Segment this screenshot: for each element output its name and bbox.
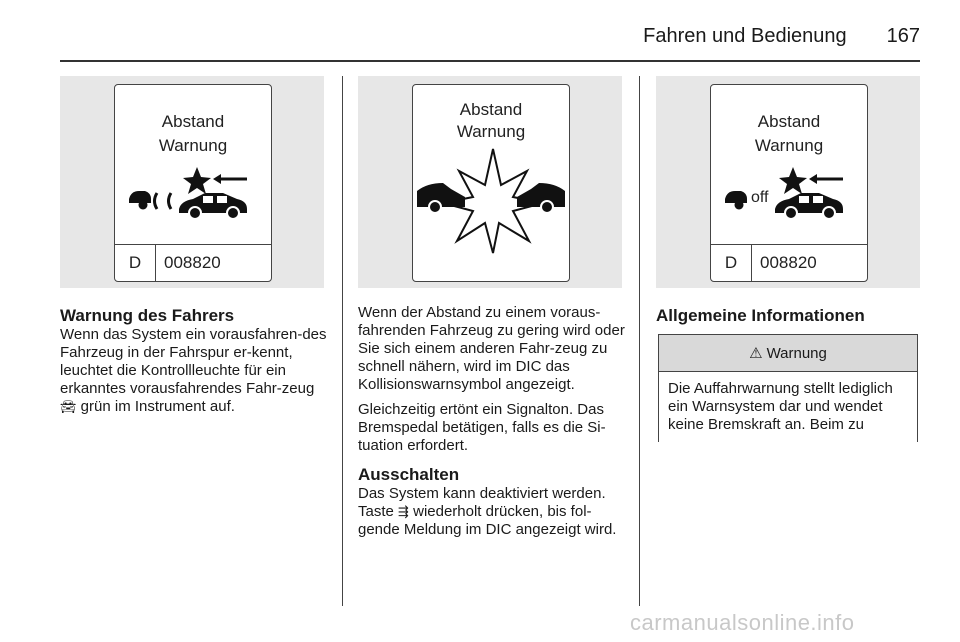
figure-distance-warning-off <box>656 76 920 288</box>
warning-box <box>658 334 918 442</box>
figure-code-letter: D <box>711 245 752 281</box>
figure-code-letter: D <box>115 245 156 281</box>
column-3 <box>656 306 918 326</box>
display-title-line1: Abstand <box>459 100 523 119</box>
warning-text: Die Auffahrwarnung stellt lediglich ein Warnsystem dar und wendet keine Bremskraft an. Beim zu <box>668 380 893 433</box>
collision-symbol-off-icon <box>719 165 859 225</box>
display-title-line1: Abstand <box>161 112 225 131</box>
display-title-line2: Warnung <box>754 136 824 155</box>
display-title-line2: Warnung <box>158 136 228 155</box>
column-1 <box>60 306 330 423</box>
column-divider <box>342 76 343 606</box>
warning-triangle-icon: ⚠ <box>749 345 763 362</box>
figure-code <box>115 244 271 281</box>
display-title-line1: Abstand <box>757 112 821 131</box>
paragraph <box>60 326 330 416</box>
section-heading: Allgemeine Informationen <box>656 306 865 325</box>
warning-title: Warnung <box>766 344 827 362</box>
paragraph: Gleichzeitig ertönt ein Signalton. Das Bremspedal betätigen, falls es die Si-tuation erfordert. <box>358 401 606 454</box>
figure-collision-alert <box>358 76 622 288</box>
page-title: Fahren und Bedienung <box>643 24 847 47</box>
paragraph-text: Wenn das System ein vorausfahren-des Fahrzeug in der Fahrspur er-kennt, leuchtet die Kontrollleuchte für ein erkanntes vorausfahrendes Fahr-zeug <box>60 326 327 397</box>
figure-code-number: 008820 <box>760 253 817 272</box>
figure-code <box>711 244 867 281</box>
page-header <box>60 18 920 54</box>
distance-button-icon: ⇶ <box>398 504 409 519</box>
column-divider <box>639 76 640 606</box>
paragraph-text: wiederholt drücken, bis fol-gende Meldung im DIC angezeigt wird. <box>358 503 617 538</box>
paragraph: Wenn der Abstand zu einem voraus-fahrenden Fahrzeug zu gering wird oder Sie sich einem anderen Fahr-zeug zu schnell nähern, wird im DIC das Kollisionswarnsymbol angezeigt. <box>358 304 625 393</box>
paragraph <box>358 485 626 539</box>
watermark: carmanualsonline.info <box>630 610 855 635</box>
section-heading: Ausschalten <box>358 465 460 484</box>
section-heading: Warnung des Fahrers <box>60 306 235 325</box>
off-label: off <box>751 189 769 206</box>
dic-display <box>710 84 868 282</box>
dic-display <box>412 84 570 282</box>
display-title-line2: Warnung <box>456 122 526 141</box>
paragraph-text: grün im Instrument auf. <box>76 398 235 415</box>
paragraph-text: Das System kann deaktiviert werden. Taste <box>358 485 606 520</box>
car-front-icon: 🚘︎ <box>60 399 77 414</box>
warning-header <box>659 335 917 372</box>
header-divider <box>60 60 920 62</box>
page-number: 167 <box>886 24 920 47</box>
figure-code-number: 008820 <box>164 253 221 272</box>
dic-display <box>114 84 272 282</box>
figure-distance-warning <box>60 76 324 288</box>
collision-symbol-icon <box>123 165 263 225</box>
collision-burst-icon <box>415 145 567 255</box>
column-2 <box>358 304 626 546</box>
